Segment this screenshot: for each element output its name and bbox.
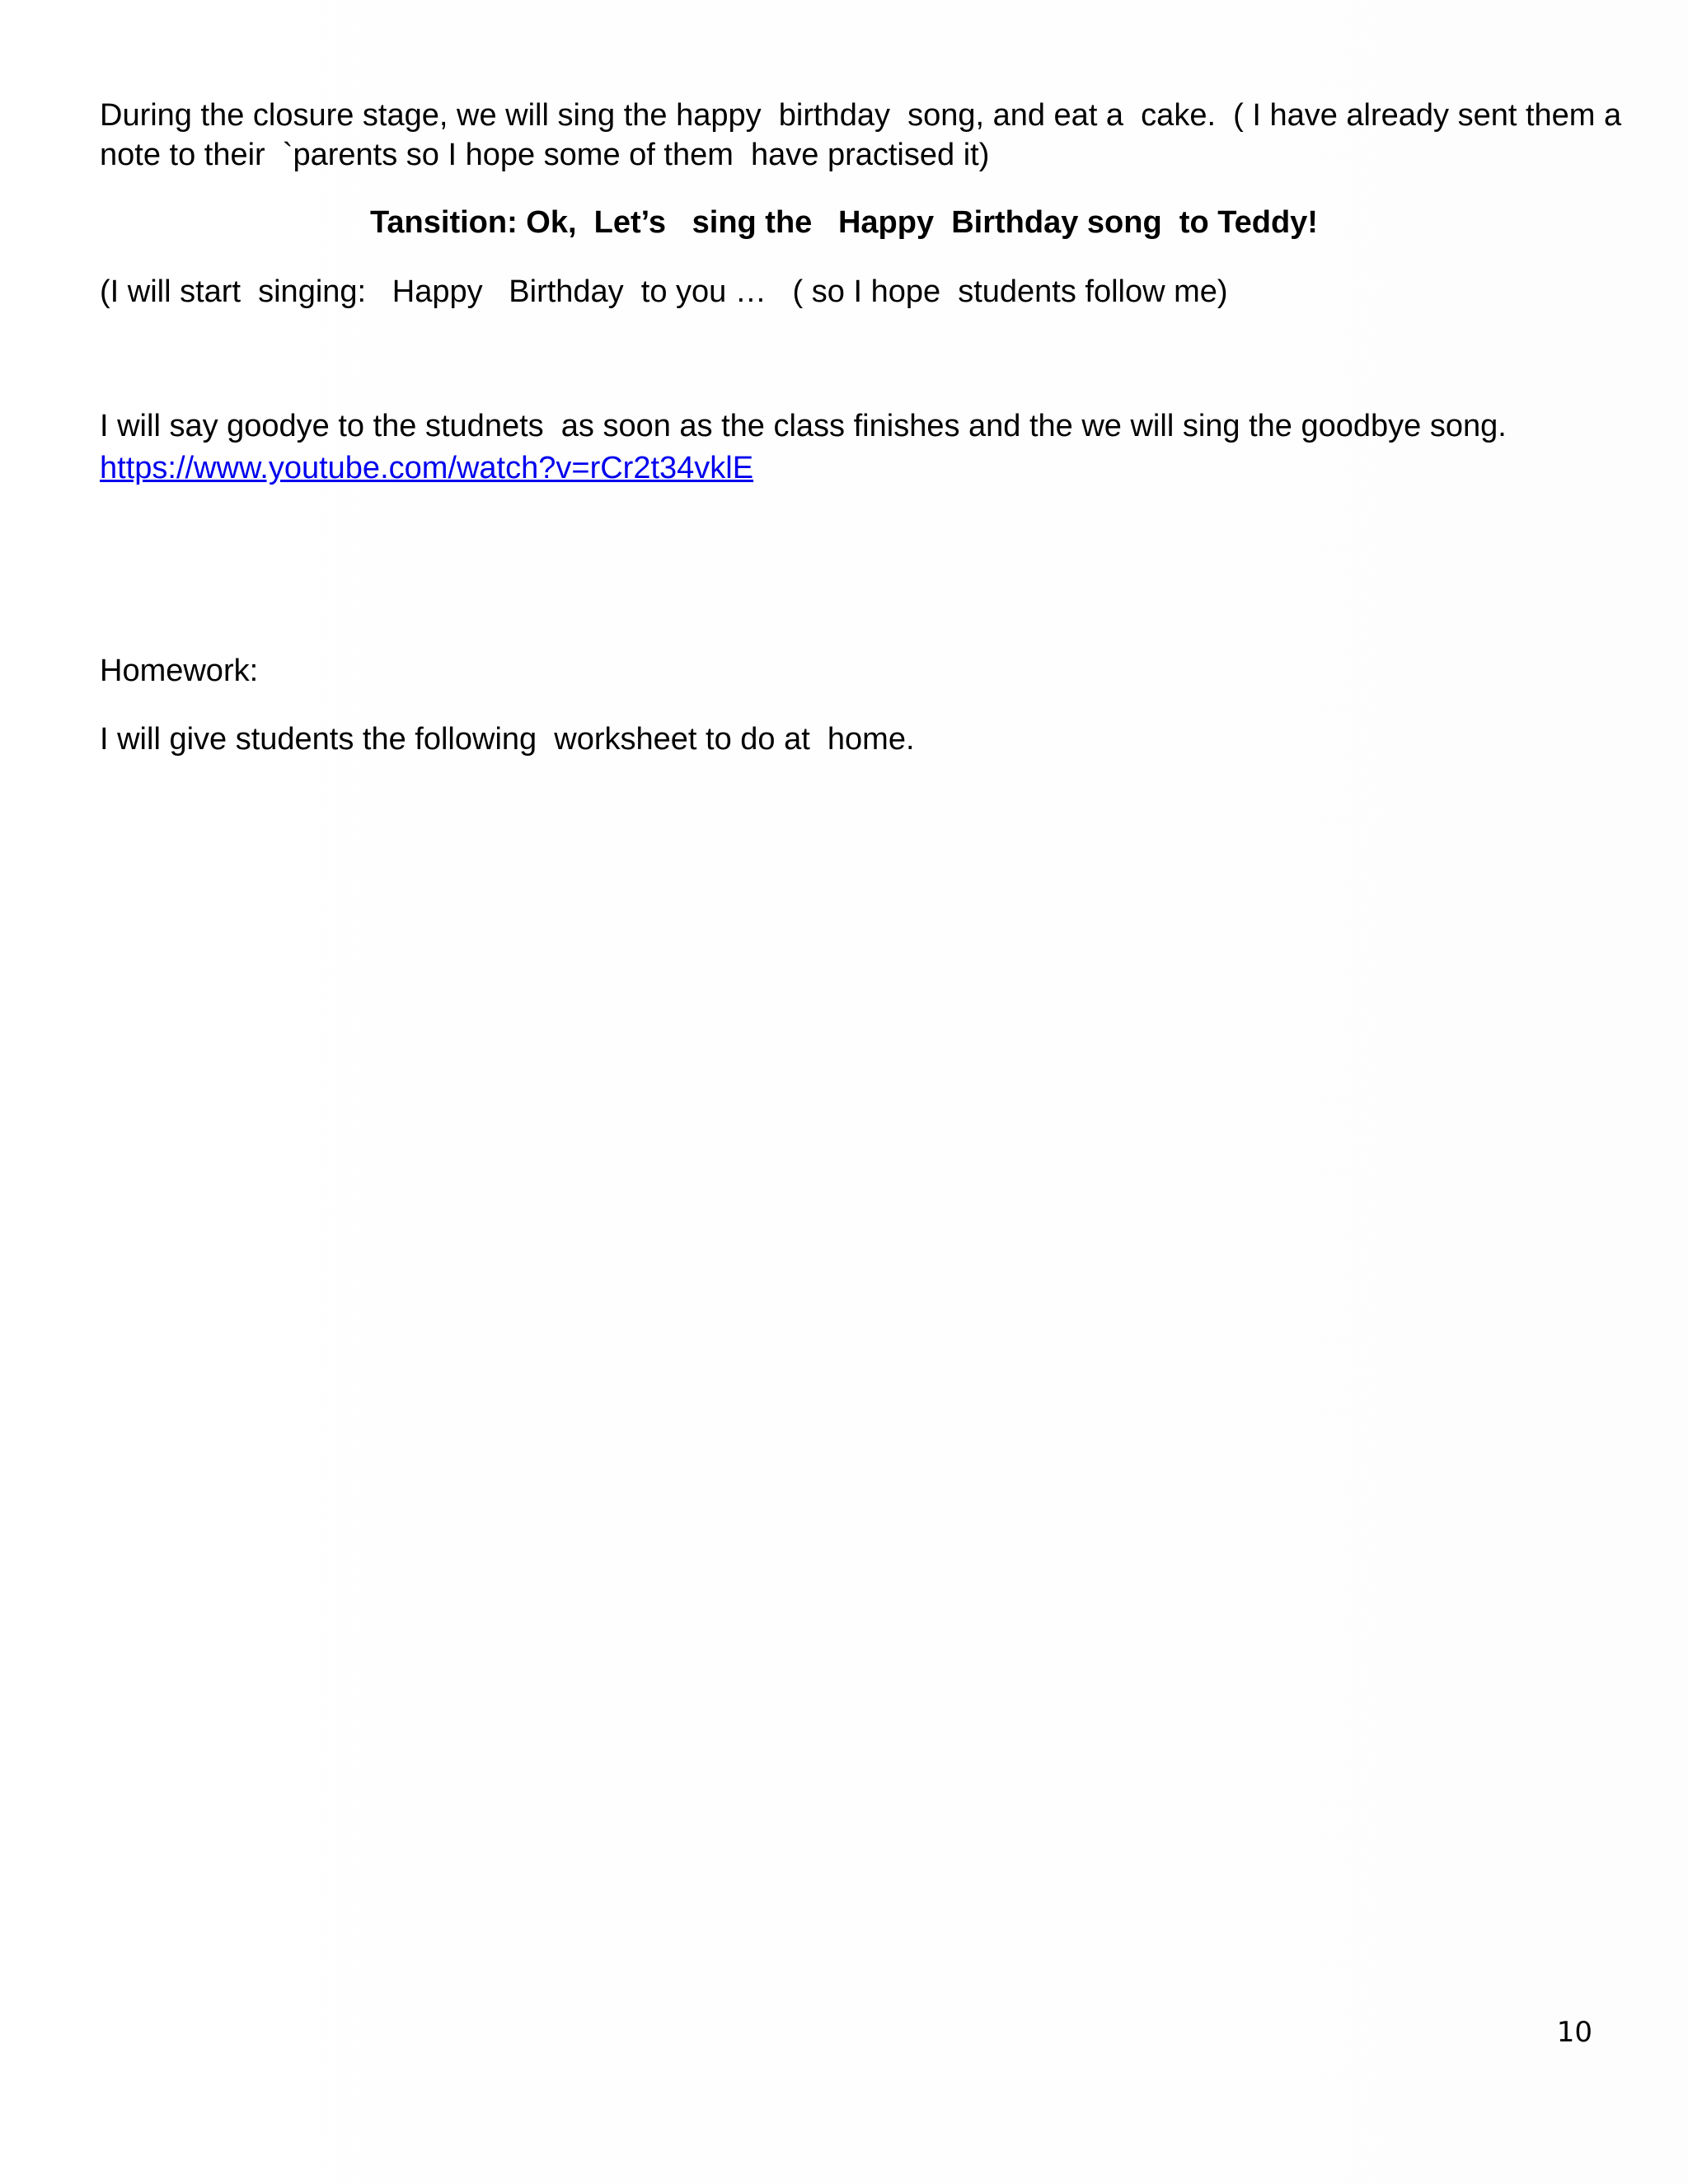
homework-paragraph: I will give students the following worksheet to do at home. [100,722,915,757]
homework-heading: Homework: [100,654,259,688]
page-number: 10 [1556,2016,1592,2049]
transition-heading: Tansition: Ok, Let’s sing the Happy Birthday song to Teddy! [370,205,1318,240]
singing-paragraph: (I will start singing: Happy Birthday to you … ( so I hope students follow me) [100,274,1228,309]
closure-paragraph-line-1: During the closure stage, we will sing the happy birthday song, and eat a cake. ( I have already sent them a [100,98,1622,133]
goodbye-song-link[interactable]: https://www.youtube.com/watch?v=rCr2t34vklE [100,451,754,485]
closure-paragraph-line-2: note to their `parents so I hope some of them have practised it) [100,138,990,172]
goodbye-paragraph: I will say goodye to the studnets as soon as the class finishes and the we will sing the goodbye song. [100,409,1507,443]
